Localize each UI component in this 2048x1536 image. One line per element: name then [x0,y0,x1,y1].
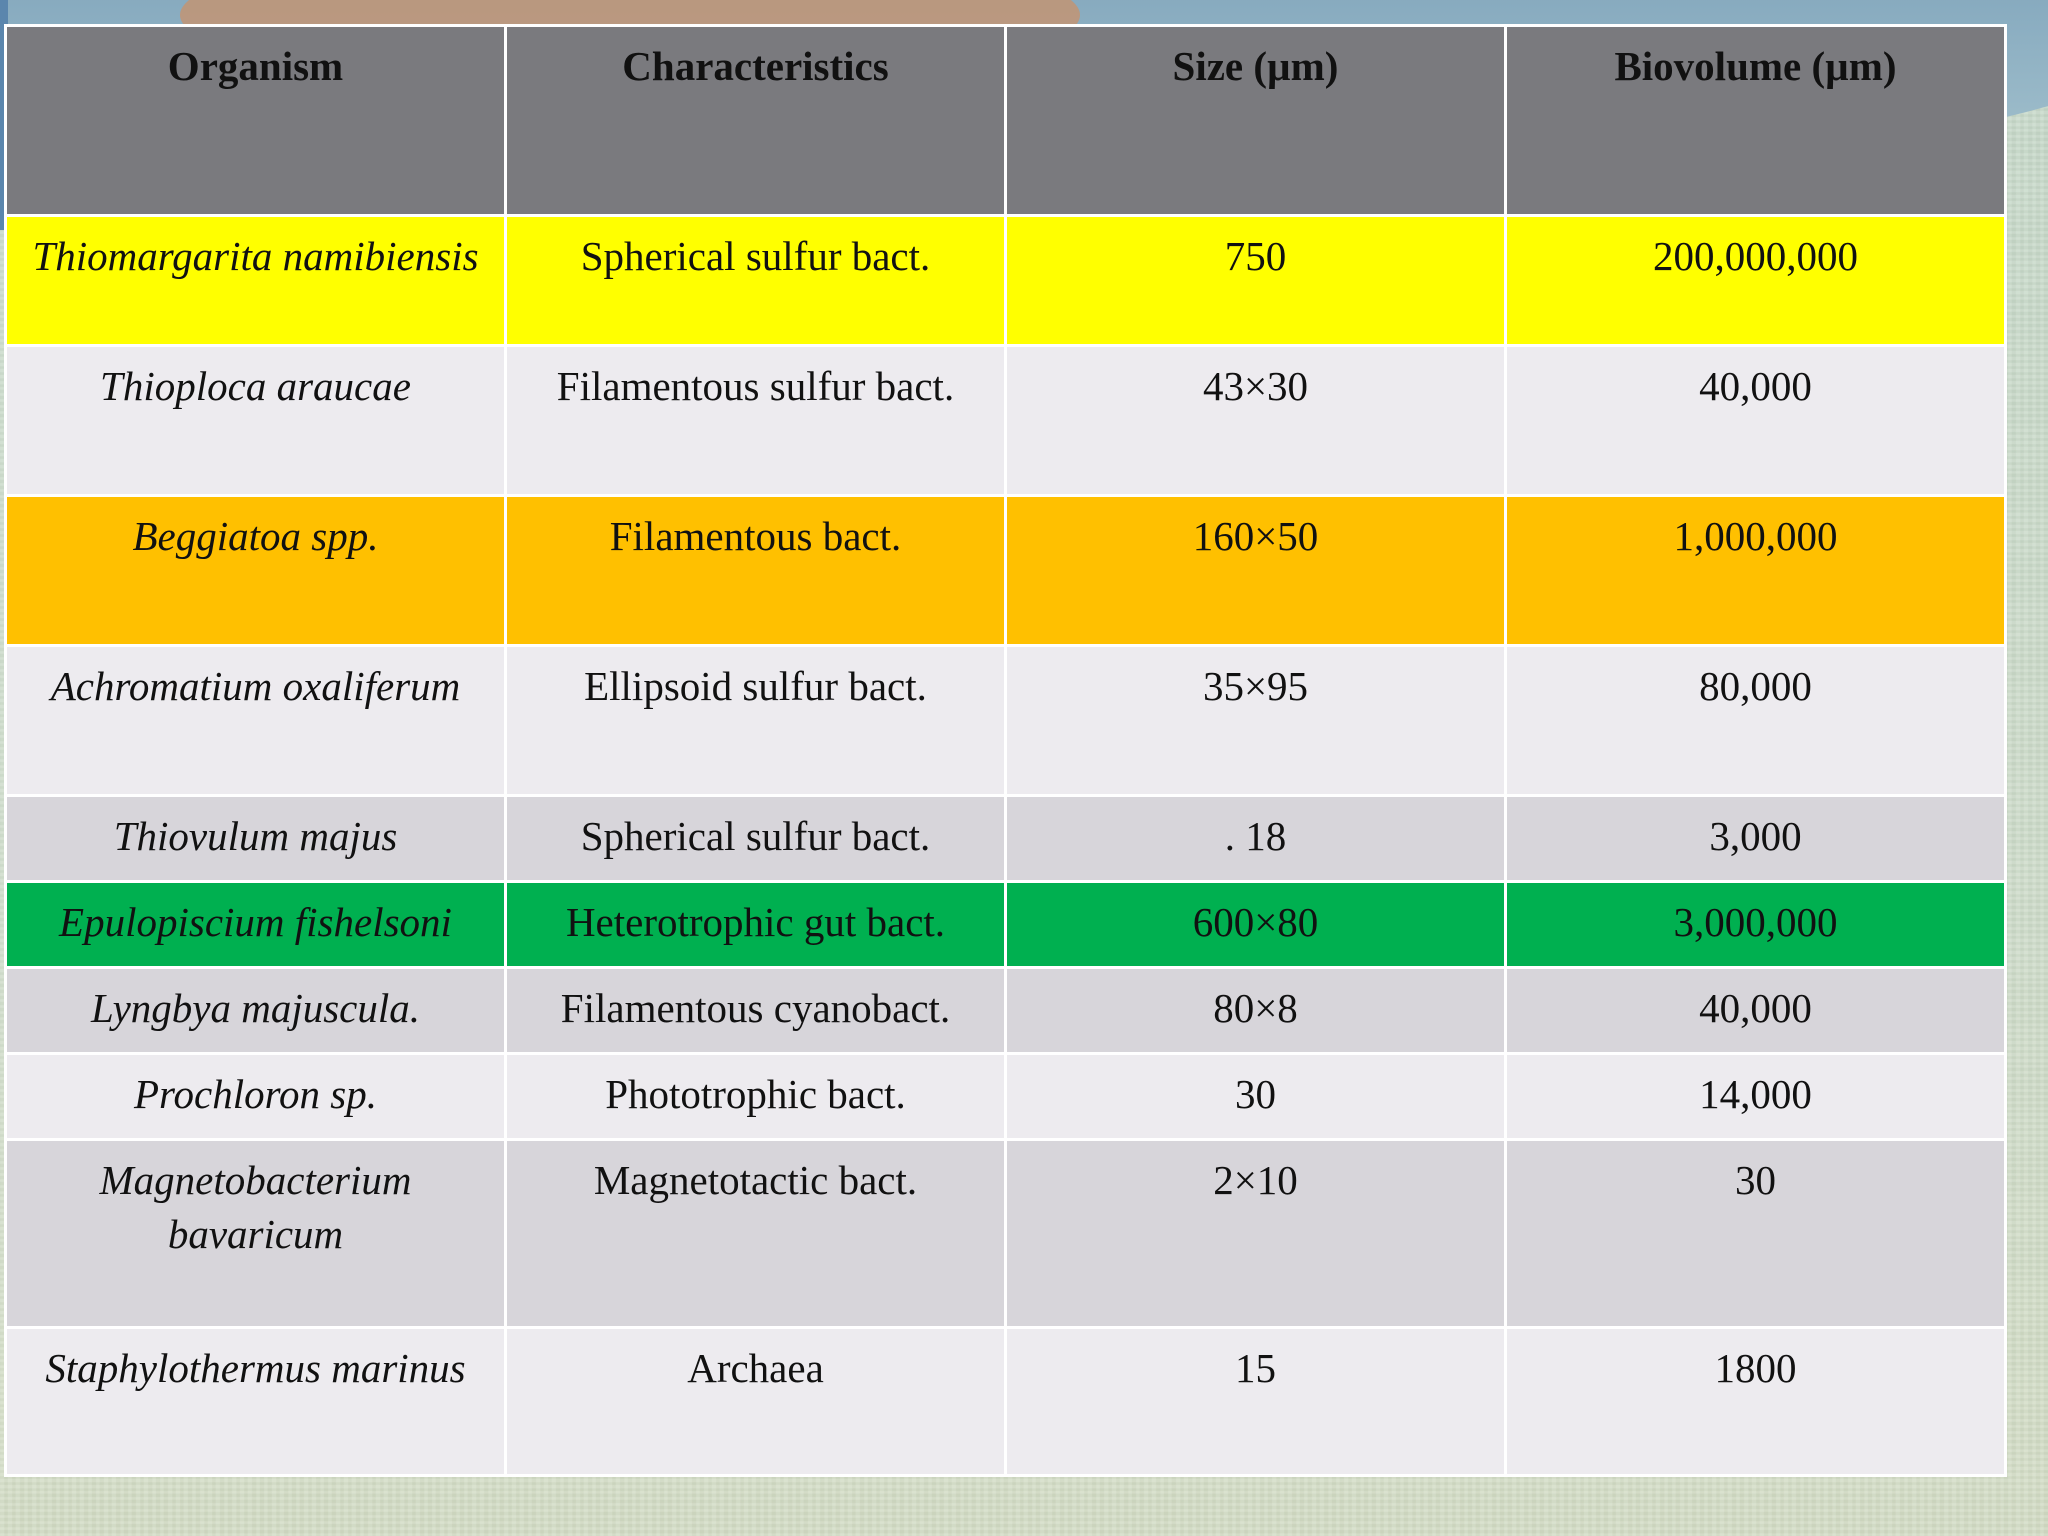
organism-cell: Prochloron sp. [6,1054,506,1140]
table-row [6,346,2006,496]
characteristics-cell: Spherical sulfur bact. [506,796,1006,882]
table-row [6,1054,2006,1140]
biovolume-cell: 80,000 [1506,646,2006,796]
size-cell: 43×30 [1006,346,1506,496]
characteristics-cell: Archaea [506,1328,1006,1476]
table-row [6,1140,2006,1328]
table-header-row [6,26,2006,216]
biovolume-cell: 3,000,000 [1506,882,2006,968]
biovolume-cell: 40,000 [1506,968,2006,1054]
characteristics-cell: Filamentous sulfur bact. [506,346,1006,496]
header-organism: Organism [6,26,506,216]
size-cell: 80×8 [1006,968,1506,1054]
organism-cell: Achromatium oxaliferum [6,646,506,796]
organism-cell: Lyngbya majuscula. [6,968,506,1054]
characteristics-cell: Magnetotactic bact. [506,1140,1006,1328]
size-cell: 750 [1006,216,1506,346]
characteristics-cell: Phototrophic bact. [506,1054,1006,1140]
organism-cell: Staphylothermus marinus [6,1328,506,1476]
organism-cell: Magnetobacterium bavaricum [6,1140,506,1328]
organism-size-table [4,24,2007,1477]
header-characteristics: Characteristics [506,26,1006,216]
organism-cell: Epulopiscium fishelsoni [6,882,506,968]
organism-cell: Thioploca araucae [6,346,506,496]
table-row [6,216,2006,346]
size-cell: 600×80 [1006,882,1506,968]
size-cell: 35×95 [1006,646,1506,796]
biovolume-cell: 14,000 [1506,1054,2006,1140]
characteristics-cell: Ellipsoid sulfur bact. [506,646,1006,796]
size-cell: 30 [1006,1054,1506,1140]
size-cell: . 18 [1006,796,1506,882]
header-biovolume: Biovolume (µm) [1506,26,2006,216]
size-cell: 160×50 [1006,496,1506,646]
characteristics-cell: Spherical sulfur bact. [506,216,1006,346]
organism-cell: Thiomargarita namibiensis [6,216,506,346]
biovolume-cell: 40,000 [1506,346,2006,496]
characteristics-cell: Filamentous cyanobact. [506,968,1006,1054]
characteristics-cell: Filamentous bact. [506,496,1006,646]
table-row [6,796,2006,882]
table-row [6,646,2006,796]
table-row [6,968,2006,1054]
characteristics-cell: Heterotrophic gut bact. [506,882,1006,968]
table-row [6,496,2006,646]
biovolume-cell: 3,000 [1506,796,2006,882]
size-cell: 2×10 [1006,1140,1506,1328]
biovolume-cell: 1800 [1506,1328,2006,1476]
biovolume-cell: 1,000,000 [1506,496,2006,646]
table-row [6,882,2006,968]
biovolume-cell: 30 [1506,1140,2006,1328]
size-cell: 15 [1006,1328,1506,1476]
header-size: Size (µm) [1006,26,1506,216]
organism-cell: Thiovulum majus [6,796,506,882]
table-row [6,1328,2006,1476]
biovolume-cell: 200,000,000 [1506,216,2006,346]
organism-cell: Beggiatoa spp. [6,496,506,646]
